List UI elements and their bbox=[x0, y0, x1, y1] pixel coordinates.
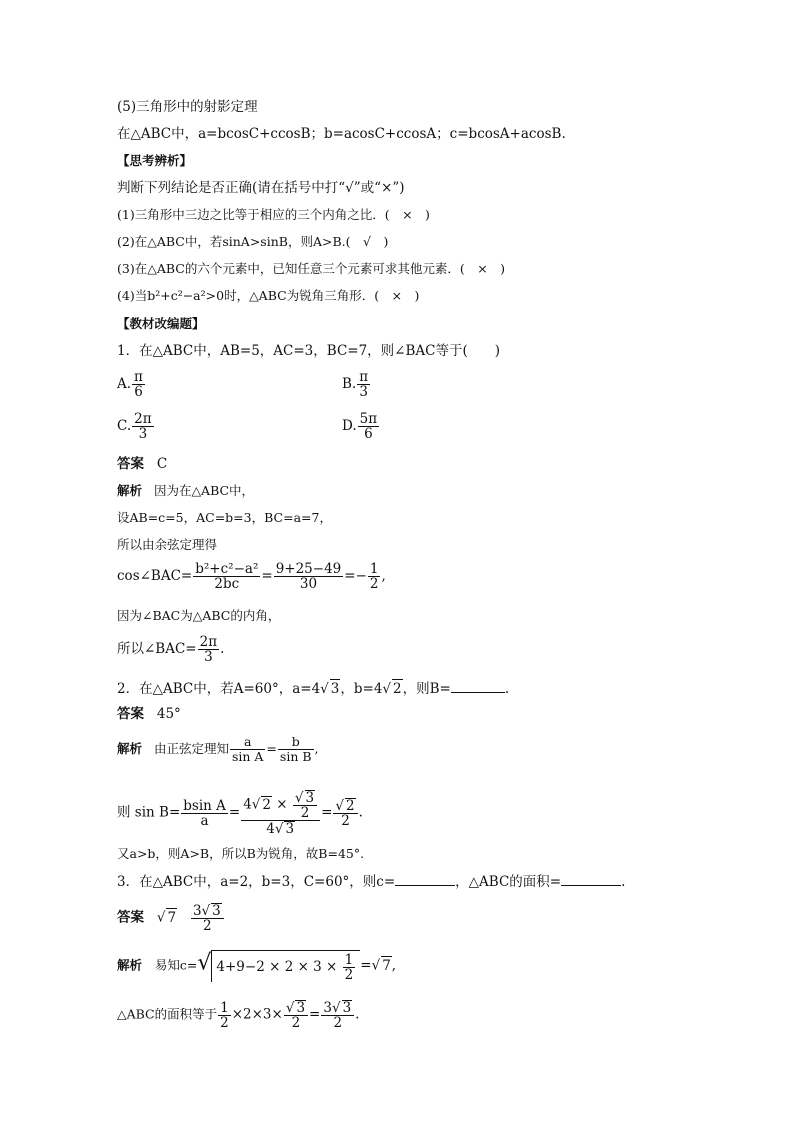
q1-option-b bbox=[342, 370, 371, 399]
option-label: C. bbox=[117, 418, 132, 434]
punct: . bbox=[355, 1006, 360, 1023]
projection-theorem-formula: 在△ABC中，a=bcosC+ccosB；b=acosC+ccosA；c=bcosA+acosB. bbox=[117, 126, 566, 142]
punct: . bbox=[621, 874, 626, 890]
equals: = bbox=[360, 957, 372, 974]
q2-analysis-law bbox=[117, 735, 754, 764]
stem-text: ，则B= bbox=[402, 681, 451, 697]
coef: 3 bbox=[323, 1000, 332, 1016]
answer-blank bbox=[561, 871, 621, 886]
frac-num: 9+25−49 bbox=[275, 561, 342, 577]
frac-den: sin B bbox=[279, 749, 312, 764]
frac-den: sin A bbox=[231, 749, 264, 764]
compound-fraction bbox=[241, 790, 320, 836]
option-den: 6 bbox=[364, 426, 373, 442]
frac-num: 1 bbox=[344, 952, 354, 968]
q1-stem: 1．在△ABC中，AB=5，AC=3，BC=7，则∠BAC等于( ) bbox=[117, 343, 501, 359]
frac-den: 2 bbox=[333, 1015, 343, 1031]
sqrt-icon: √ bbox=[156, 909, 166, 926]
option-den: 3 bbox=[138, 426, 148, 442]
analysis-text: 由正弦定理知 bbox=[153, 741, 229, 756]
equals: = bbox=[321, 804, 333, 821]
option-num: 5π bbox=[359, 411, 378, 427]
frac-den: a bbox=[200, 812, 209, 829]
sqrt-icon: √ bbox=[335, 798, 345, 814]
answer-value: C bbox=[156, 456, 168, 472]
q1-analysis-2: 设AB=c=5，AC=b=3，BC=a=7， bbox=[117, 510, 332, 525]
q3-area bbox=[117, 1000, 754, 1030]
radicand: 3 bbox=[285, 821, 295, 837]
sqrt-icon: √ bbox=[197, 950, 212, 976]
q1-analysis-3: 所以由余弦定理得 bbox=[117, 537, 218, 552]
radicand: 2 bbox=[346, 798, 355, 814]
think-item-1: (1)三角形中三边之比等于相应的三个内角之比．( × ) bbox=[117, 207, 430, 222]
equals: = bbox=[309, 1006, 321, 1023]
option-label: D. bbox=[342, 418, 357, 434]
punct: . bbox=[504, 681, 510, 697]
q3-stem bbox=[117, 871, 754, 891]
radicand: 7 bbox=[167, 909, 177, 926]
option-num: π bbox=[359, 369, 369, 385]
stem-text: ，△ABC的面积= bbox=[455, 874, 562, 890]
option-den: 6 bbox=[134, 384, 143, 400]
q1-option-a bbox=[117, 370, 146, 399]
think-item-3: (3)在△ABC的六个元素中，已知任意三个元素可求其他元素．( × ) bbox=[117, 261, 506, 276]
coef: 3 bbox=[192, 903, 202, 919]
punct: , bbox=[314, 741, 319, 756]
q2-conclusion: 又a>b，则A>B，所以B为锐角，故B=45°. bbox=[117, 846, 365, 861]
frac-den: 2 bbox=[369, 576, 379, 592]
stem-text: ，b=4 bbox=[340, 681, 383, 697]
punct: , bbox=[391, 957, 397, 974]
section-5-title: (5)三角形中的射影定理 bbox=[117, 99, 258, 115]
answer-value: 45° bbox=[156, 706, 181, 722]
q1-conclusion bbox=[117, 635, 754, 664]
frac-num: 1 bbox=[369, 561, 379, 577]
radicand: 7 bbox=[382, 957, 391, 974]
q1-analysis-1 bbox=[117, 482, 754, 500]
sqrt-icon: √ bbox=[331, 1000, 341, 1016]
analysis-label: 解析 bbox=[117, 483, 143, 498]
coef: 4 bbox=[243, 796, 252, 813]
frac-num: bsin A bbox=[183, 797, 226, 814]
analysis-text: 因为在△ABC中， bbox=[153, 483, 255, 498]
analysis-label: 解析 bbox=[117, 741, 143, 756]
option-num: π bbox=[134, 369, 143, 385]
think-item-2: (2)在△ABC中，若sinA>sinB，则A>B.( √ ) bbox=[117, 234, 389, 249]
punct: . bbox=[358, 804, 363, 821]
sqrt-icon: √ bbox=[285, 1000, 295, 1016]
analysis-label: 解析 bbox=[117, 957, 143, 973]
equals: = bbox=[266, 741, 277, 756]
option-label: A. bbox=[117, 376, 132, 392]
option-den: 3 bbox=[359, 384, 368, 400]
q3-answer bbox=[117, 903, 754, 933]
equals: = bbox=[228, 804, 241, 821]
radicand: 4+9−2 × 2 × 3 × bbox=[216, 959, 342, 975]
q1-cos-equation bbox=[117, 562, 754, 591]
answer-label: 答案 bbox=[117, 456, 144, 472]
frac-den: 3 bbox=[204, 649, 213, 665]
product: ×2×3× bbox=[231, 1006, 283, 1023]
q3-analysis-c bbox=[117, 950, 754, 982]
punct: . bbox=[220, 641, 225, 657]
stem-text: 2．在△ABC中，若A=60°，a=4 bbox=[117, 681, 321, 697]
radicand: 2 bbox=[262, 796, 271, 813]
q1-option-d bbox=[342, 412, 380, 441]
radicand: 3 bbox=[212, 903, 221, 919]
radicand: 3 bbox=[342, 1000, 352, 1016]
q1-analysis-5: 因为∠BAC为△ABC的内角， bbox=[117, 608, 281, 623]
frac-den: 2 bbox=[203, 918, 212, 934]
frac-num: a bbox=[230, 735, 265, 750]
sqrt-icon: √ bbox=[382, 681, 392, 697]
option-num: 2π bbox=[134, 411, 152, 427]
think-heading: 【思考辨析】 bbox=[117, 153, 193, 168]
punct: , bbox=[381, 568, 386, 584]
answer-label: 答案 bbox=[117, 909, 144, 926]
radicand: 2 bbox=[393, 681, 402, 697]
sqrt-icon: √ bbox=[294, 790, 304, 806]
radicand: 3 bbox=[330, 681, 340, 697]
answer-label: 答案 bbox=[117, 706, 144, 722]
frac-den: 30 bbox=[299, 576, 318, 592]
sqrt-icon: √ bbox=[371, 957, 381, 974]
answer-blank bbox=[451, 678, 505, 693]
q2-stem bbox=[117, 678, 754, 698]
q1-option-c bbox=[117, 412, 155, 441]
q1-answer bbox=[117, 455, 754, 473]
frac-den: 2 bbox=[341, 813, 350, 829]
sqrt-icon: √ bbox=[320, 681, 329, 697]
think-prompt: 判断下列结论是否正确(请在括号中打“√”或“×”) bbox=[117, 180, 405, 196]
frac-num: b bbox=[278, 735, 314, 750]
textbook-heading: 【教材改编题】 bbox=[117, 316, 205, 331]
sqrt-icon: √ bbox=[201, 903, 211, 919]
frac-den: 2 bbox=[300, 805, 310, 821]
cos-lhs: cos∠BAC= bbox=[117, 568, 193, 584]
equals: =− bbox=[344, 568, 367, 584]
stem-text: 3．在△ABC中，a=2，b=3，C=60°，则c= bbox=[117, 874, 396, 890]
think-item-4: (4)当b²+c²−a²>0时，△ABC为锐角三角形．( × ) bbox=[117, 288, 420, 303]
conclusion-lhs: 所以∠BAC= bbox=[117, 641, 197, 657]
q2-answer bbox=[117, 705, 754, 723]
frac-den: 2 bbox=[220, 1014, 229, 1031]
frac-den: 2 bbox=[344, 967, 354, 983]
times: × bbox=[272, 796, 292, 813]
frac-num: 1 bbox=[220, 999, 229, 1016]
frac-den: 2 bbox=[291, 1015, 301, 1031]
frac-num: 2π bbox=[199, 634, 218, 650]
coef: 4 bbox=[266, 821, 275, 837]
analysis-text: 易知c= bbox=[154, 957, 198, 973]
area-text: △ABC的面积等于 bbox=[117, 1006, 218, 1022]
frac-num: b²+c²−a² bbox=[195, 561, 259, 577]
q2-sinb-equation bbox=[117, 790, 754, 836]
radicand: 3 bbox=[305, 790, 315, 806]
equals: = bbox=[261, 568, 273, 584]
sqrt-icon: √ bbox=[274, 821, 284, 837]
answer-blank bbox=[395, 871, 455, 886]
option-label: B. bbox=[342, 376, 357, 392]
sqrt-icon: √ bbox=[251, 796, 261, 813]
frac-den: 2bc bbox=[214, 576, 240, 592]
radicand: 3 bbox=[296, 1000, 306, 1016]
then-text: 则 sin B= bbox=[117, 804, 181, 821]
